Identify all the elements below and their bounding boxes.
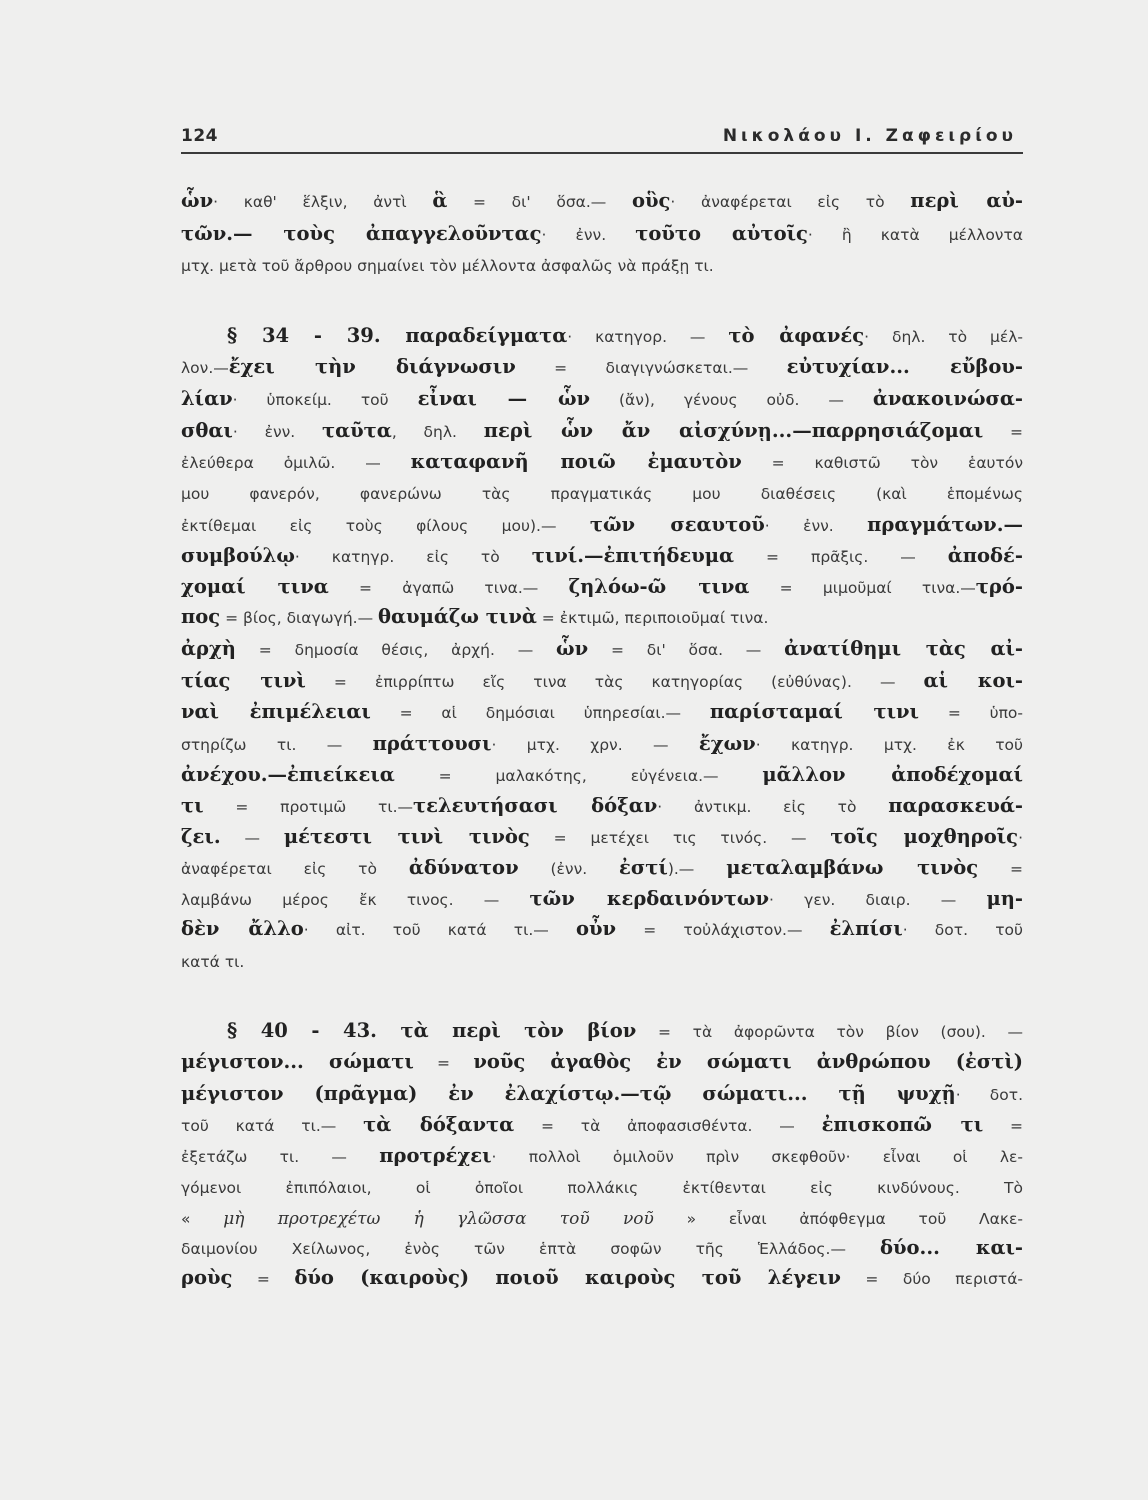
- bold-lemma: τὰ δόξαντα: [363, 1113, 515, 1136]
- bold-lemma: ζει.: [181, 825, 221, 848]
- gloss-text: · ἀναφέρεται εἰς τὸ: [670, 193, 911, 211]
- bold-lemma: συμβούλῳ: [181, 544, 295, 567]
- bold-lemma: τοῦτο αὐτοῖς: [635, 222, 808, 245]
- bold-lemma: αἱ κοι-: [923, 669, 1024, 692]
- bold-lemma: τι: [181, 794, 204, 817]
- bold-lemma: εὐτυχίαν... εὔβου-: [786, 355, 1024, 378]
- gloss-text: = μιμοῦμαί τινα.—: [749, 579, 976, 597]
- bold-lemma: οὖν: [575, 917, 617, 940]
- gloss-text: μου φανερόν, φανερώνω τὰς πραγματικάς μου διαθέσεις (καὶ ἑπομένως: [181, 485, 1023, 503]
- gloss-text: · δηλ. τὸ μέλ-: [864, 328, 1024, 346]
- gloss-text: ·: [1018, 829, 1023, 847]
- gloss-text: = δι' ὅσα.—: [447, 193, 632, 211]
- bold-lemma: τῶν σεαυτοῦ: [589, 513, 765, 536]
- gloss-text: στηρίζω τι. —: [181, 736, 373, 754]
- text-line: [181, 1203, 1023, 1233]
- gloss-text: · καθ' ἕλξιν, ἀντὶ: [213, 193, 433, 211]
- gloss-text: » εἶναι ἀπόφθεγμα τοῦ Λακε-: [653, 1210, 1023, 1228]
- bold-lemma: § 40 - 43. τὰ περὶ τὸν βίον: [227, 1019, 637, 1042]
- gloss-text: = τὰ ἀφορῶντα τὸν βίον (σου). —: [636, 1023, 1023, 1041]
- text-line: [181, 384, 1023, 414]
- bold-lemma: παρίσταμαί τινι: [709, 700, 919, 723]
- text-line: [181, 321, 1023, 351]
- gloss-text: γόμενοι ἐπιπόλαιοι, οἱ ὁποῖοι πολλάκις ἐκτίθενται εἰς κινδύνους. Τὸ: [181, 1179, 1023, 1197]
- bold-lemma: χομαί τινα: [181, 575, 329, 598]
- bold-lemma: ἀνακοινώσα-: [872, 387, 1024, 410]
- bold-lemma: ἀρχὴ: [181, 637, 236, 660]
- text-line: [181, 478, 1023, 508]
- gloss-text: λαμβάνω μέρος ἔκ τινος. —: [181, 891, 530, 909]
- bold-lemma: λίαν: [181, 387, 233, 410]
- text-line: [181, 1079, 1023, 1109]
- text-line: [181, 946, 1023, 976]
- gloss-text: = μαλακότης, εὐγένεια.—: [394, 767, 763, 785]
- bold-lemma: ζηλόω-ῶ τινα: [568, 575, 750, 598]
- gloss-text: · γεν. διαιρ. —: [769, 891, 987, 909]
- gloss-text: κατά τι.: [181, 953, 245, 971]
- text-line: [181, 541, 1023, 571]
- page-number: 124: [181, 126, 218, 146]
- text-line: [181, 791, 1023, 821]
- gloss-text: · κατηγορ. —: [567, 328, 729, 346]
- bold-lemma: μέγιστον... σώματι: [181, 1050, 414, 1073]
- text-line: [181, 884, 1023, 914]
- gloss-text: = ὑπο-: [918, 704, 1024, 722]
- gloss-text: · ἐνν.: [764, 517, 868, 535]
- gloss-text: =: [232, 1270, 295, 1288]
- gloss-text: = τοὐλάχιστον.—: [616, 921, 830, 939]
- bold-lemma: εἶναι — ὧν: [417, 387, 591, 410]
- bold-lemma: τίας τινὶ: [181, 669, 306, 692]
- gloss-text: = αἱ δημόσιαι ὑπηρεσίαι.—: [370, 704, 710, 722]
- gloss-text: = τὰ ἀποφασισθέντα. —: [514, 1117, 822, 1135]
- text-line: [181, 1016, 1023, 1046]
- gloss-text: μτχ. μετὰ τοῦ ἄρθρου σημαίνει τὸν μέλλοντα ἀσφαλῶς νὰ πράξῃ τι.: [181, 257, 714, 275]
- bold-lemma: § 34 - 39. παραδείγματα: [227, 324, 568, 347]
- bold-lemma: ἐστί: [619, 856, 668, 879]
- text-line: [181, 447, 1023, 477]
- bold-lemma: ἀποδέ-: [947, 544, 1023, 567]
- bold-lemma: νοῦς ἀγαθὸς ἐν σώματι ἀνθρώπου (ἐστὶ): [473, 1050, 1024, 1073]
- gloss-text: =: [413, 1054, 474, 1072]
- bold-lemma: μεταλαμβάνω τινὸς: [726, 856, 979, 879]
- text-line: [181, 666, 1023, 696]
- bold-lemma: τῶν.— τοὺς ἀπαγγελοῦντας: [181, 222, 542, 245]
- gloss-text: = δι' ὅσα. —: [588, 641, 785, 659]
- gloss-text: = ἐκτιμῶ, περιποιοῦμαί τινα.: [536, 609, 769, 627]
- gloss-text: =: [983, 1117, 1023, 1135]
- gloss-text: ἀναφέρεται εἰς τὸ: [181, 860, 409, 878]
- gloss-text: · ὑποκείμ. τοῦ: [232, 391, 418, 409]
- bold-lemma: μη-: [986, 887, 1023, 910]
- bold-lemma: τῶν κερδαινόντων: [529, 887, 770, 910]
- page-header: [181, 126, 1023, 154]
- bold-lemma: ὧν: [556, 637, 589, 660]
- bold-lemma: παρασκευά-: [888, 794, 1024, 817]
- gloss-text: ).—: [667, 860, 727, 878]
- gloss-text: = διαγιγνώσκεται.—: [515, 359, 787, 377]
- bold-lemma: περὶ ὧν ἄν αἰσχύνῃ...—παρρησιάζομαι: [483, 419, 984, 442]
- text-line: [181, 1141, 1023, 1171]
- gloss-text: = προτιμῶ τι.—: [203, 798, 413, 816]
- bold-lemma: μᾶλλον ἀποδέχομαί: [762, 763, 1023, 786]
- gloss-text: ἐξετάζω τι. —: [181, 1148, 380, 1166]
- bold-lemma: δὲν ἄλλο: [181, 917, 304, 940]
- bold-lemma: ταῦτα: [322, 419, 392, 442]
- text-line: [181, 634, 1023, 664]
- gloss-text: = πρᾶξις. —: [734, 548, 948, 566]
- gloss-text: =: [978, 860, 1024, 878]
- gloss-text: · ἐνν.: [232, 423, 323, 441]
- bold-lemma: ὧν: [181, 189, 214, 212]
- text-line: [181, 1172, 1023, 1202]
- gloss-text: λον.—: [181, 359, 229, 377]
- text-line: [181, 729, 1023, 759]
- bold-lemma: τὸ ἀφανές: [728, 324, 865, 347]
- text-line: [181, 602, 1023, 632]
- bold-lemma: ἔχει τὴν διάγνωσιν: [228, 355, 516, 378]
- bold-lemma: τοῖς μοχθηροῖς: [830, 825, 1019, 848]
- text-line: [181, 219, 1023, 249]
- gloss-text: = μετέχει τις τινός. —: [529, 829, 831, 847]
- bold-lemma: ἀνατίθημι τὰς αἰ-: [784, 637, 1024, 660]
- text-line: [181, 186, 1023, 216]
- bold-lemma: μέτεστι τινὶ τινὸς: [283, 825, 530, 848]
- gloss-text: (ἄν), γένους οὐδ. —: [590, 391, 873, 409]
- text-line: [181, 697, 1023, 727]
- bold-lemma: μέγιστον (πρᾶγμα) ἐν ἐλαχίστῳ.—τῷ σώματι... τῇ ψυχῇ: [181, 1082, 956, 1105]
- bold-lemma: ἔχων: [698, 732, 756, 755]
- gloss-text: · πολλοὶ ὁμιλοῦν πρὶν σκεφθοῦν· εἶναι οἱ λε-: [491, 1148, 1023, 1166]
- bold-lemma: ναὶ ἐπιμέλειαι: [181, 700, 371, 723]
- text-line: [181, 822, 1023, 852]
- text-line: [181, 914, 1023, 944]
- gloss-text: ἐκτίθεμαι εἰς τοὺς φίλους μου).—: [181, 517, 590, 535]
- gloss-text: , δηλ.: [391, 423, 484, 441]
- gloss-text: (ἐνν.: [518, 860, 620, 878]
- gloss-text: · αἰτ. τοῦ κατά τι.—: [303, 921, 576, 939]
- gloss-text: · κατηγρ. μτχ. ἐκ τοῦ: [755, 736, 1023, 754]
- bold-lemma: τρό-: [975, 575, 1023, 598]
- gloss-text: = δημοσία θέσις, ἀρχή. —: [235, 641, 557, 659]
- gloss-text: δαιμονίου Χείλωνος, ἑνὸς τῶν ἑπτὰ σοφῶν τῆς Ἑλλάδος.—: [181, 1240, 881, 1258]
- bold-lemma: δύο (καιροὺς) ποιοῦ καιροὺς τοῦ λέγειν: [294, 1266, 841, 1289]
- text-line: [181, 510, 1023, 540]
- bold-lemma: προτρέχει: [379, 1144, 492, 1167]
- gloss-text: · ἐνν.: [541, 226, 636, 244]
- bold-lemma: πος: [181, 605, 221, 628]
- text-line: [181, 760, 1023, 790]
- gloss-text: · ἀντικμ. εἰς τὸ: [657, 798, 889, 816]
- gloss-text: τοῦ κατά τι.—: [181, 1117, 364, 1135]
- text-line: [181, 352, 1023, 382]
- text-line: [181, 416, 1023, 446]
- bold-lemma: σθαι: [181, 419, 233, 442]
- gloss-text: · κατηγρ. εἰς τὸ: [294, 548, 532, 566]
- text-line: [181, 1233, 1023, 1263]
- bold-lemma: περὶ αὐ-: [910, 189, 1023, 212]
- bold-lemma: τινί.—ἐπιτήδευμα: [531, 544, 735, 567]
- bold-lemma: πράττουσι: [372, 732, 492, 755]
- text-line: [181, 853, 1023, 883]
- text-line: [181, 572, 1023, 602]
- gloss-text: = δύο περιστά-: [840, 1270, 1024, 1288]
- bold-lemma: ἀνέχου.—ἐπιείκεια: [181, 763, 395, 786]
- gloss-text: · ἢ κατὰ μέλλοντα: [807, 226, 1024, 244]
- gloss-text: «: [181, 1210, 224, 1228]
- italic-quote: μὴ προτρεχέτω ἡ γλῶσσα τοῦ νοῦ: [223, 1209, 654, 1229]
- text-line: [181, 250, 1023, 280]
- gloss-text: =: [983, 423, 1024, 441]
- gloss-text: = καθιστῶ τὸν ἑαυτόν: [741, 454, 1024, 472]
- gloss-text: = ἀγαπῶ τινα.—: [328, 579, 569, 597]
- bold-lemma: ἃ: [432, 189, 448, 212]
- gloss-text: · δοτ. τοῦ: [902, 921, 1023, 939]
- bold-lemma: καταφανῆ ποιῶ ἐμαυτὸν: [410, 450, 742, 473]
- bold-lemma: θαυμάζω τινὰ: [378, 605, 537, 628]
- bold-lemma: ἀδύνατον: [408, 856, 519, 879]
- bold-lemma: δύο... και-: [880, 1236, 1023, 1259]
- gloss-text: ἐλεύθερα ὁμιλῶ. —: [181, 454, 411, 472]
- gloss-text: · δοτ.: [955, 1086, 1023, 1104]
- bold-lemma: ἐπισκοπῶ τι: [821, 1113, 984, 1136]
- bold-lemma: ροὺς: [181, 1266, 233, 1289]
- bold-lemma: τελευτήσασι δόξαν: [413, 794, 658, 817]
- bold-lemma: οὓς: [631, 189, 671, 212]
- bold-lemma: ἐλπίσι: [829, 917, 903, 940]
- gloss-text: · μτχ. χρν. —: [491, 736, 699, 754]
- text-line: [181, 1047, 1023, 1077]
- gloss-text: —: [220, 829, 284, 847]
- bold-lemma: πραγμάτων.—: [867, 513, 1023, 536]
- gloss-text: = βίος, διαγωγή.—: [220, 609, 379, 627]
- gloss-text: = ἐπιρρίπτω εἴς τινα τὰς κατηγορίας (εὐθύνας). —: [305, 673, 924, 691]
- running-title: Νικολάου Ι. Ζαφειρίου: [722, 126, 1017, 146]
- text-line: [181, 1263, 1023, 1293]
- text-line: [181, 1110, 1023, 1140]
